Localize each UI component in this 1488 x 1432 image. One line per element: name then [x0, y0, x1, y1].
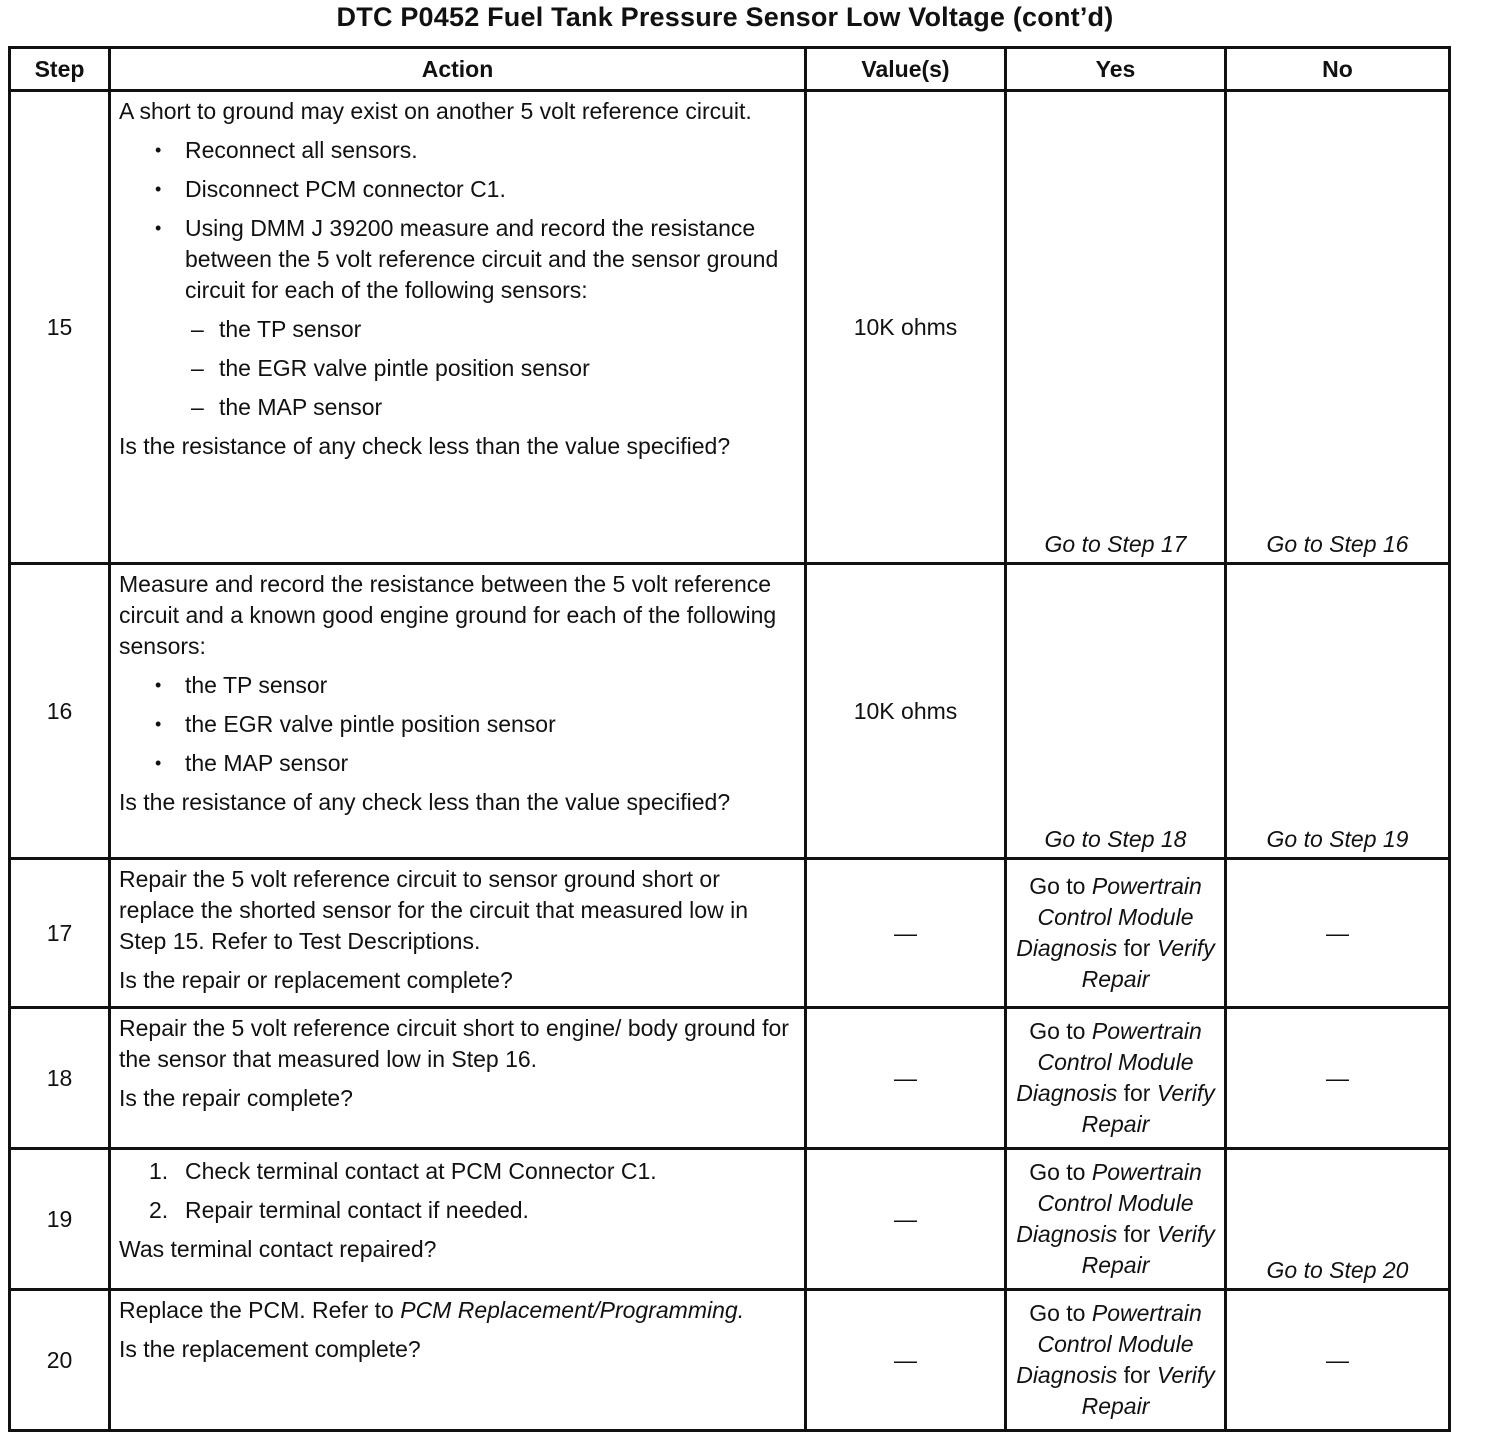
list-item-text: the EGR valve pintle position sensor: [219, 355, 590, 381]
for-text: for: [1123, 935, 1151, 961]
list-item-text: the TP sensor: [219, 316, 362, 342]
list-item: [119, 174, 796, 205]
goto-text: Go to: [1029, 1018, 1086, 1044]
verify-repair-link[interactable]: Verify Repair: [1081, 935, 1215, 992]
action-cell: [110, 1290, 806, 1431]
table-row-step-17: [10, 859, 1450, 1008]
value-cell: —: [806, 859, 1006, 1008]
header-no: No: [1226, 48, 1450, 91]
action-question: Is the repair or replacement complete?: [119, 967, 513, 993]
bullet-list: [119, 135, 796, 306]
bullet-icon: •: [155, 179, 162, 199]
yes-cell: [1006, 564, 1226, 859]
goto-text: Go to: [1029, 1300, 1086, 1326]
bullet-icon: •: [155, 714, 162, 734]
bullet-icon: •: [155, 753, 162, 773]
dash-icon: –: [191, 394, 204, 420]
page-title: DTC P0452 Fuel Tank Pressure Sensor Low Voltage (cont’d): [336, 2, 1114, 32]
action-intro: Repair the 5 volt reference circuit to sensor ground short or replace the shorted sensor for the circuit that measured low in Step 15. Refer to Test Descriptions.: [119, 866, 748, 954]
yes-cell: [1006, 1290, 1226, 1431]
list-item-text: the MAP sensor: [219, 394, 383, 420]
list-item: [119, 670, 796, 701]
verify-repair-link[interactable]: Verify Repair: [1081, 1080, 1215, 1137]
value-cell: 10K ohms: [806, 91, 1006, 564]
yes-link[interactable]: [1007, 1016, 1224, 1140]
yes-link[interactable]: Go to Step 17: [1044, 531, 1187, 557]
header-row: [10, 48, 1450, 91]
bullet-list: [119, 670, 796, 779]
verify-repair-link[interactable]: Verify Repair: [1081, 1221, 1215, 1278]
bullet-icon: •: [155, 218, 162, 238]
action-cell: [110, 859, 806, 1008]
list-item-text: Check terminal contact at PCM Connector C1.: [185, 1158, 657, 1184]
action-question: Is the replacement complete?: [119, 1336, 421, 1362]
step-number: 16: [10, 564, 110, 859]
action-cell: [110, 91, 806, 564]
no-cell: —: [1226, 1290, 1450, 1431]
powertrain-diagnosis-link[interactable]: Powertrain Control Module Diagnosis: [1016, 1300, 1202, 1388]
list-item-text: the EGR valve pintle position sensor: [185, 711, 556, 737]
no-cell: —: [1226, 1008, 1450, 1149]
step-number: 18: [10, 1008, 110, 1149]
action-intro: A short to ground may exist on another 5 volt reference circuit.: [119, 98, 752, 124]
list-item-text: Disconnect PCM connector C1.: [185, 176, 506, 202]
action-question: Is the resistance of any check less than the value specified?: [119, 433, 731, 459]
no-link[interactable]: Go to Step 20: [1266, 1257, 1409, 1283]
list-item-text: the TP sensor: [185, 672, 328, 698]
table-row-step-15: [10, 91, 1450, 564]
action-intro: Measure and record the resistance between the 5 volt reference circuit and a known good engine ground for each of the following sensors:: [119, 571, 777, 659]
no-cell: [1226, 1149, 1450, 1290]
yes-cell: [1006, 1149, 1226, 1290]
pcm-replacement-link[interactable]: PCM Replacement/Programming.: [400, 1297, 745, 1323]
diagnostic-table: [8, 46, 1451, 1432]
yes-link[interactable]: [1007, 871, 1224, 995]
action-intro: Repair the 5 volt reference circuit short to engine/ body ground for the sensor that measured low in Step 16.: [119, 1015, 789, 1072]
powertrain-diagnosis-link[interactable]: Powertrain Control Module Diagnosis: [1016, 1018, 1202, 1106]
bullet-icon: •: [155, 140, 162, 160]
verify-repair-link[interactable]: Verify Repair: [1081, 1362, 1215, 1419]
list-item-text: Using DMM J 39200 measure and record the resistance between the 5 volt reference circuit and the sensor ground circuit for each of the following sensors:: [185, 215, 779, 303]
value-cell: —: [806, 1149, 1006, 1290]
table-row-step-20: [10, 1290, 1450, 1431]
header-step: Step: [10, 48, 110, 91]
sub-list-item: [119, 392, 796, 423]
list-item: [119, 748, 796, 779]
yes-cell: [1006, 859, 1226, 1008]
table-row-step-18: [10, 1008, 1450, 1149]
list-item: [119, 213, 796, 306]
action-cell: [110, 1149, 806, 1290]
no-cell: [1226, 91, 1450, 564]
list-item-text: the MAP sensor: [185, 750, 349, 776]
table-row-step-19: [10, 1149, 1450, 1290]
sub-list-item: [119, 314, 796, 345]
yes-link[interactable]: [1007, 1157, 1224, 1281]
sub-list: [119, 314, 796, 423]
step-number: 20: [10, 1290, 110, 1431]
no-link[interactable]: Go to Step 16: [1266, 531, 1409, 557]
goto-text: Go to: [1029, 1159, 1086, 1185]
for-text: for: [1123, 1362, 1151, 1388]
header-action: Action: [110, 48, 806, 91]
dash-icon: –: [191, 355, 204, 381]
list-item: [119, 1195, 796, 1226]
table-row-step-16: [10, 564, 1450, 859]
for-text: for: [1123, 1080, 1151, 1106]
list-item-text: Repair terminal contact if needed.: [185, 1197, 529, 1223]
action-question: Was terminal contact repaired?: [119, 1236, 437, 1262]
value-cell: —: [806, 1008, 1006, 1149]
step-number: 19: [10, 1149, 110, 1290]
sub-list-item: [119, 353, 796, 384]
dash-icon: –: [191, 316, 204, 342]
action-cell: [110, 1008, 806, 1149]
yes-cell: [1006, 91, 1226, 564]
value-cell: —: [806, 1290, 1006, 1431]
no-cell: [1226, 564, 1450, 859]
yes-link[interactable]: [1007, 1298, 1224, 1422]
bullet-icon: •: [155, 675, 162, 695]
list-item: [119, 1156, 796, 1187]
action-intro-text: Replace the PCM. Refer to: [119, 1297, 394, 1323]
value-cell: 10K ohms: [806, 564, 1006, 859]
step-number: 17: [10, 859, 110, 1008]
yes-link[interactable]: Go to Step 18: [1044, 826, 1187, 852]
header-yes: Yes: [1006, 48, 1226, 91]
action-question: Is the repair complete?: [119, 1085, 353, 1111]
action-cell: [110, 564, 806, 859]
list-item: [119, 709, 796, 740]
powertrain-diagnosis-link[interactable]: Powertrain Control Module Diagnosis: [1016, 1159, 1202, 1247]
list-item: [119, 135, 796, 166]
action-question: Is the resistance of any check less than the value specified?: [119, 789, 731, 815]
yes-cell: [1006, 1008, 1226, 1149]
action-intro: [119, 1295, 796, 1326]
no-link[interactable]: Go to Step 19: [1266, 826, 1409, 852]
no-cell: —: [1226, 859, 1450, 1008]
list-number: 2.: [149, 1197, 169, 1223]
step-number: 15: [10, 91, 110, 564]
list-item-text: Reconnect all sensors.: [185, 137, 418, 163]
list-number: 1.: [149, 1158, 169, 1184]
header-values: Value(s): [806, 48, 1006, 91]
for-text: for: [1123, 1221, 1151, 1247]
powertrain-diagnosis-link[interactable]: Powertrain Control Module Diagnosis: [1016, 873, 1202, 961]
goto-text: Go to: [1029, 873, 1086, 899]
numbered-list: [119, 1156, 796, 1226]
